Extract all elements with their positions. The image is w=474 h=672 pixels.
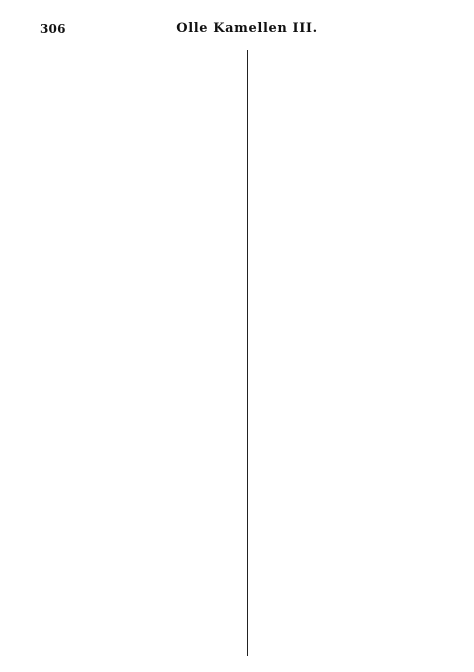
column-divider (247, 50, 248, 656)
running-title: Olle Kamellen III. (176, 21, 318, 36)
text-column-right (256, 50, 454, 656)
page-number: 306 (40, 22, 66, 36)
page-header (40, 20, 454, 42)
text-column-left (40, 50, 238, 656)
